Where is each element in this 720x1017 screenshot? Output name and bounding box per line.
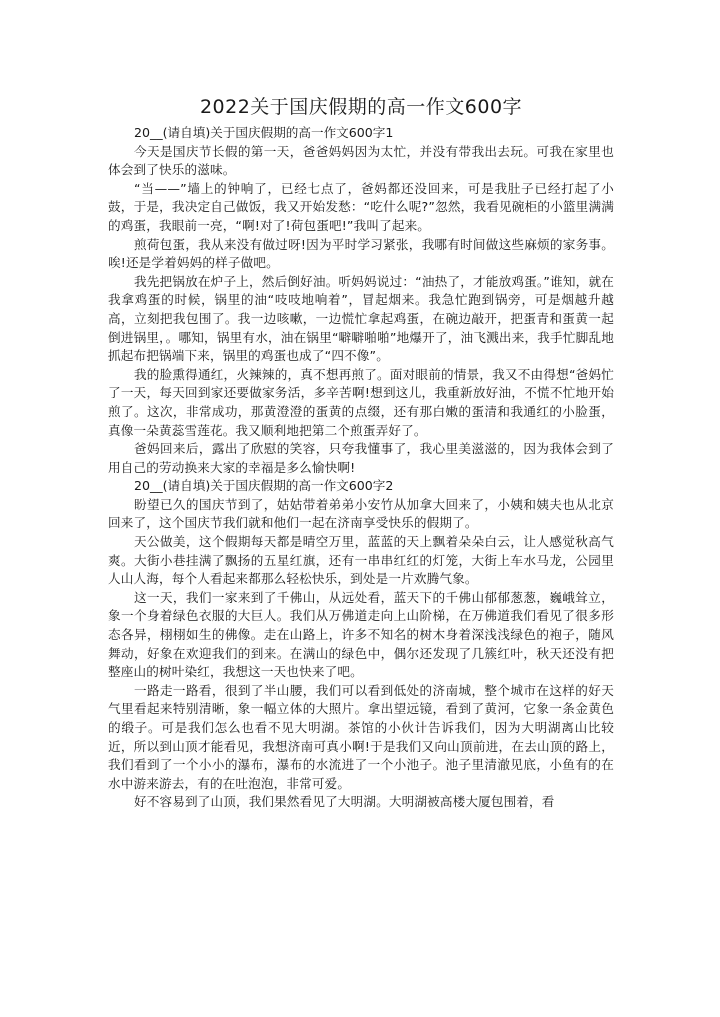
section-heading: 20__(请自填)关于国庆假期的高一作文600字1 <box>134 125 394 140</box>
paragraph: 天公做美，这个假期每天都是晴空万里，蓝蓝的天上飘着朵朵白云，让人感觉秋高气爽。大街小巷挂满了飘扬的五星红旗，还有一串串红红的灯笼，大街上车水马龙，公园里人山人海，每个人看起来都那么轻松快乐，到处是一片欢腾气象。 <box>108 534 614 587</box>
document-title: 2022关于国庆假期的高一作文600字 <box>199 96 523 118</box>
paragraph: 这一天，我们一家来到了千佛山，从远处看，蓝天下的千佛山郁郁葱葱，巍峨耸立，象一个身着绿色衣服的大巨人。我们从万佛道走向上山阶梯，在万佛道我们看见了很多形态各异，栩栩如生的佛像。走在山路上，许多不知名的树木身着深浅浅绿色的袍子，随风舞动，好象在欢迎我们的到来。在满山的绿色中，偶尔还发现了几簇红叶，秋天还没有把整座山的树叶染红，我想这一天也快来了吧。 <box>108 589 614 680</box>
paragraph: 爸妈回来后，露出了欣慰的笑容，只夸我懂事了，我心里美滋滋的，因为我体会到了用自己的劳动换来大家的幸福是多么愉快啊! <box>108 441 614 475</box>
paragraph: 一路走一路看，很到了半山腰，我们可以看到低处的济南城，整个城市在这样的好天气里看起来特别清晰，象一幅立体的大照片。拿出望远镜，看到了黄河，它象一条金黄色的缎子。可是我们怎么也看不见大明湖。茶馆的小伙计告诉我们，因为大明湖离山比较近，所以到山顶才能看见，我想济南可真小啊!于是我们又向山顶前进，在去山顶的路上，我们看到了一个小小的瀑布，瀑布的水流进了一个小池子。池子里清澈见底，小鱼有的在水中游来游去，有的在吐泡泡，非常可爱。 <box>108 682 614 791</box>
paragraph: 盼望已久的国庆节到了，姑姑带着弟弟小安竹从加拿大回来了，小姨和姨夫也从北京回来了，这个国庆节我们就和他们一起在济南享受快乐的假期了。 <box>108 496 614 531</box>
essay-section-1 <box>108 124 614 477</box>
paragraph: 我先把锅放在炉子上，然后倒好油。听妈妈说过：“油热了，才能放鸡蛋。”谁知，就在我拿鸡蛋的时候，锅里的油“吱吱地响着”，冒起烟来。我急忙跑到锅旁，可是烟越升越高，立刻把我包围了。我一边咳嗽，一边慌忙拿起鸡蛋，在碗边敲开，把蛋青和蛋黄一起倒进锅里，。哪知，锅里有水，油在锅里“噼噼啪啪”地爆开了，油飞溅出来，我手忙脚乱地抓起布把锅端下来，锅里的鸡蛋也成了“四不像”。 <box>108 273 614 364</box>
paragraph: 我的脸熏得通红，火辣辣的，真不想再煎了。面对眼前的情景，我又不由得想“爸妈忙了一天，每天回到家还要做家务活，多辛苦啊!想到这儿，我重新放好油，不慌不忙地开始煎了。这次，非常成功，那黄澄澄的蛋黄的点缀，还有那白嫩的蛋清和我通红的小脸蛋，真像一朵黄蕊雪莲花。我又顺利地把第二个煎蛋弄好了。 <box>108 366 614 438</box>
essay-section-2 <box>108 477 614 812</box>
section-heading: 20__(请自填)关于国庆假期的高一作文600字2 <box>134 478 394 494</box>
document-page <box>108 92 614 812</box>
paragraph: “当——”墙上的钟响了，已经七点了，爸妈都还没回来，可是我肚子已经打起了小鼓，于是，我决定自己做饭，我又开始发愁：“吃什么呢?”忽然，我看见碗柜的小篮里满满的鸡蛋，我眼前一亮，“啊!对了!荷包蛋吧!”我叫了起来。 <box>108 180 614 233</box>
paragraph: 好不容易到了山顶，我们果然看见了大明湖。大明湖被高楼大厦包围着，看 <box>134 794 555 810</box>
paragraph: 煎荷包蛋，我从来没有做过呀!因为平时学习紧张，我哪有时间做这些麻烦的家务事。唉!还是学着妈妈的样子做吧。 <box>108 236 614 271</box>
paragraph: 今天是国庆节长假的第一天，爸爸妈妈因为太忙，并没有带我出去玩。可我在家里也体会到了快乐的滋味。 <box>108 143 614 178</box>
